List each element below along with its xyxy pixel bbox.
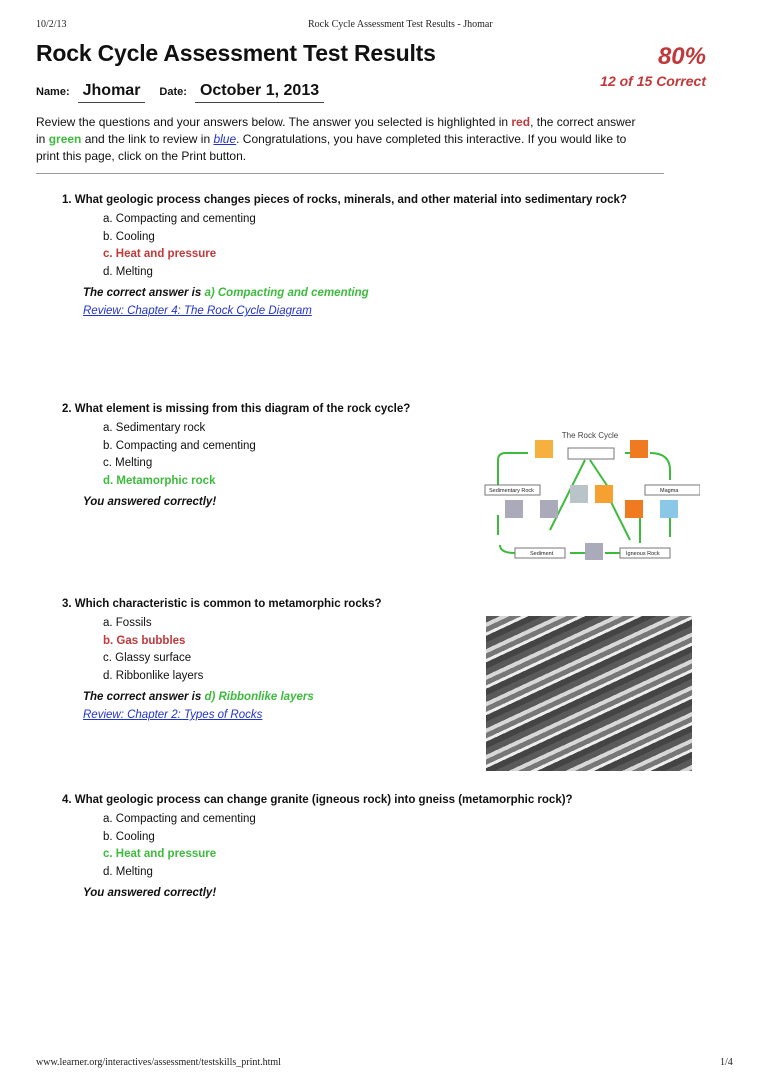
question-text: 2. What element is missing from this diagram of the rock cycle? <box>62 403 411 415</box>
review-link[interactable]: Review: Chapter 4: The Rock Cycle Diagram <box>83 305 312 317</box>
intro-part: . Congratulations, you have completed this interactive. If you would like to print this page, click on the Print button. <box>36 132 627 163</box>
feedback: You answered correctly! <box>83 496 217 508</box>
intro-part: Review the questions and your answers below. The answer you selected is highlighted in <box>36 115 512 129</box>
score-percent: 80% <box>657 43 706 70</box>
rock-cycle-diagram <box>480 425 700 560</box>
label-sediment: Sediment <box>530 551 554 557</box>
option: c. Melting <box>103 457 153 469</box>
question-text: 4. What geologic process can change granite (igneous rock) into gneiss (metamorphic rock)? <box>62 794 573 806</box>
option: b. Compacting and cementing <box>103 439 256 452</box>
label-igneous: Igneous Rock <box>626 551 660 557</box>
melting-icon <box>625 500 643 518</box>
label-sedimentary: Sedimentary Rock <box>489 488 534 494</box>
green-word: green <box>48 132 82 146</box>
correct-answer: a) Compacting and cementing <box>204 287 369 299</box>
divider <box>36 173 664 174</box>
intro-part: , the correct answer in <box>36 115 636 146</box>
metamorphic-rock-photo <box>486 616 692 771</box>
intro-part: and the link to review in <box>81 132 214 146</box>
option: a. Fossils <box>103 617 152 629</box>
missing-label-box <box>568 448 614 459</box>
option: a. Sedimentary rock <box>103 422 206 434</box>
red-word: red <box>511 115 531 129</box>
option: d. Melting <box>103 865 153 878</box>
question-4 <box>62 793 642 899</box>
print-title: Rock Cycle Assessment Test Results - Jhomar <box>308 19 493 30</box>
question-text: 1. What geologic process changes pieces of rocks, minerals, and other material into sedimentary rock? <box>62 194 627 206</box>
student-meta <box>36 82 338 103</box>
intro-text <box>36 114 646 165</box>
option-selected-wrong: c. Heat and pressure <box>103 248 217 260</box>
label-magma: Magma <box>660 488 679 494</box>
question-1 <box>62 193 642 317</box>
option: a. Compacting and cementing <box>103 813 256 825</box>
option: d. Ribbonlike layers <box>103 669 204 682</box>
heat-icon <box>595 485 613 503</box>
option: b. Cooling <box>103 230 155 243</box>
student-name: Jhomar <box>78 82 146 103</box>
feedback-text: The correct answer is <box>83 691 205 703</box>
question-text: 3. Which characteristic is common to metamorphic rocks? <box>62 598 382 610</box>
option-selected-wrong: b. Gas bubbles <box>103 634 186 647</box>
correct-answer: d) Ribbonlike layers <box>204 691 314 703</box>
blue-word: blue <box>213 132 237 146</box>
option: d. Melting <box>103 265 153 278</box>
option: b. Cooling <box>103 830 155 843</box>
cooling-icon <box>660 500 678 518</box>
melting-icon <box>630 440 648 458</box>
review-link[interactable]: Review: Chapter 2: Types of Rocks <box>83 709 263 721</box>
diagram-title: The Rock Cycle <box>561 431 619 440</box>
score <box>600 43 706 89</box>
option-selected-correct: c. Heat and pressure <box>103 848 217 860</box>
page-title: Rock Cycle Assessment Test Results <box>36 40 436 66</box>
erosion-icon <box>585 543 603 560</box>
heat-icon <box>535 440 553 458</box>
score-count: 12 of 15 Correct <box>600 73 706 89</box>
option: c. Glassy surface <box>103 652 192 664</box>
feedback: You answered correctly! <box>83 887 217 899</box>
weathering-icon <box>540 500 558 518</box>
feedback <box>83 287 642 299</box>
weathering-icon <box>505 500 523 518</box>
name-label: Name: <box>36 86 70 98</box>
option-selected-correct: d. Metamorphic rock <box>103 474 216 487</box>
weathering-icon <box>570 485 588 503</box>
print-date: 10/2/13 <box>36 19 67 30</box>
date-label: Date: <box>159 86 187 98</box>
test-date: October 1, 2013 <box>195 82 324 103</box>
feedback-text: The correct answer is <box>83 287 205 299</box>
page-number: 1/4 <box>720 1057 733 1068</box>
option: a. Compacting and cementing <box>103 213 256 225</box>
footer-url: www.learner.org/interactives/assessment/testskills_print.html <box>36 1057 281 1068</box>
